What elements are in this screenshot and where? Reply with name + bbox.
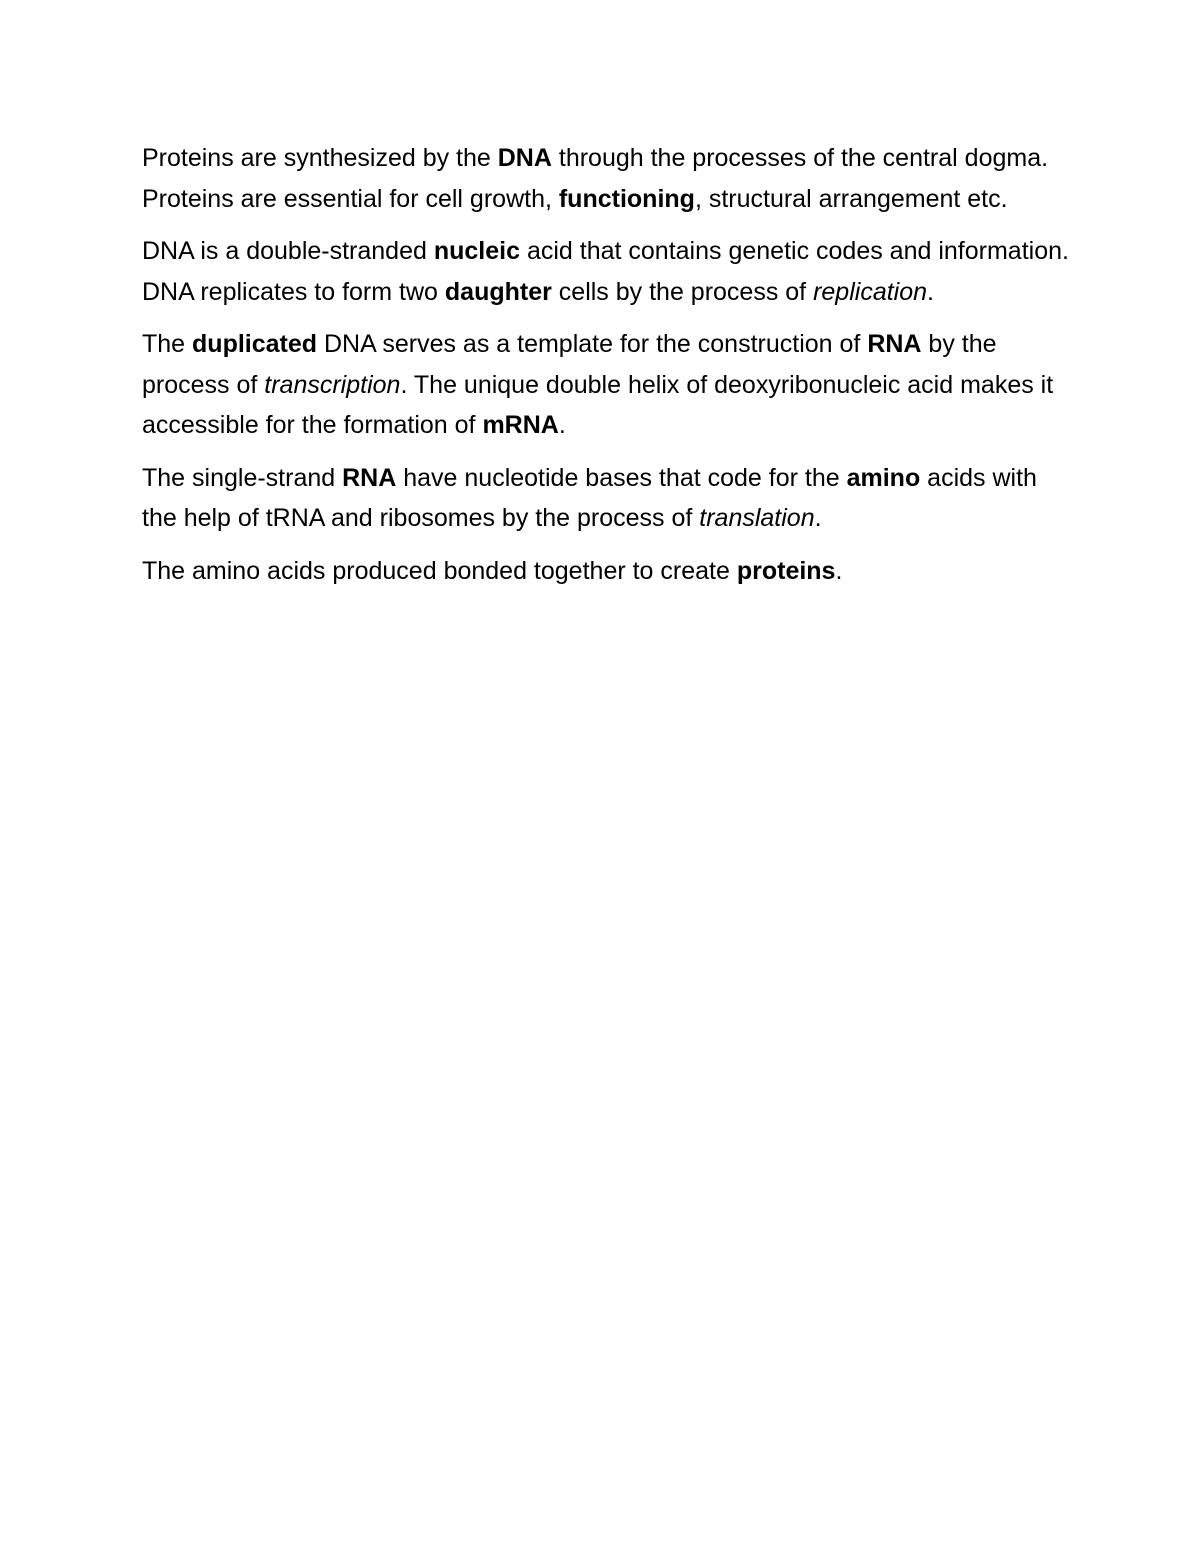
text-run: The amino acids produced bonded together to create [142,556,737,585]
bold-term: RNA [867,330,922,358]
text-run: . [558,411,566,439]
bold-term: mRNA [482,411,559,439]
bold-term: amino [846,463,921,492]
paragraph-3 [142,324,1072,446]
text-run: DNA is a double-stranded [142,237,434,265]
bold-term: DNA [497,144,552,172]
text-run: . [927,277,934,306]
text-run: . [814,504,822,532]
text-run: DNA serves as a template for the construction of [317,330,868,358]
italic-term: translation [699,504,815,532]
text-run: . The unique double helix of deoxyribonucleic acid makes it accessible for the formation of [142,370,1054,439]
bold-term: daughter [444,277,552,306]
text-run: The single-strand [142,463,343,492]
text-run: acids with the help of tRNA and ribosomes by the process of [142,463,1037,532]
bold-term: proteins [736,556,836,585]
italic-term: transcription [264,370,401,399]
paragraph-2 [142,231,1072,312]
bold-term: RNA [342,463,397,492]
italic-term: replication [813,277,928,306]
text-run: , structural arrangement etc. [694,184,1008,213]
bold-term: functioning [558,184,695,213]
paragraph-4 [142,458,1072,539]
bold-term: duplicated [192,330,318,358]
text-run: . [835,556,843,585]
paragraph-5 [142,551,1072,592]
text-run: have nucleotide bases that code for the [396,463,847,492]
text-run: The [142,330,193,358]
bold-term: nucleic [433,237,520,265]
text-run: cells by the process of [551,277,814,306]
text-run: through the processes of the central dogma. Proteins are essential for cell growth, [142,144,1049,213]
paragraph-1 [142,138,1072,219]
document-body [142,138,1072,603]
text-run: acid that contains genetic codes and information. DNA replicates to form two [142,237,1069,306]
text-run: Proteins are synthesized by the [142,144,498,172]
text-run: by the process of [142,330,997,399]
